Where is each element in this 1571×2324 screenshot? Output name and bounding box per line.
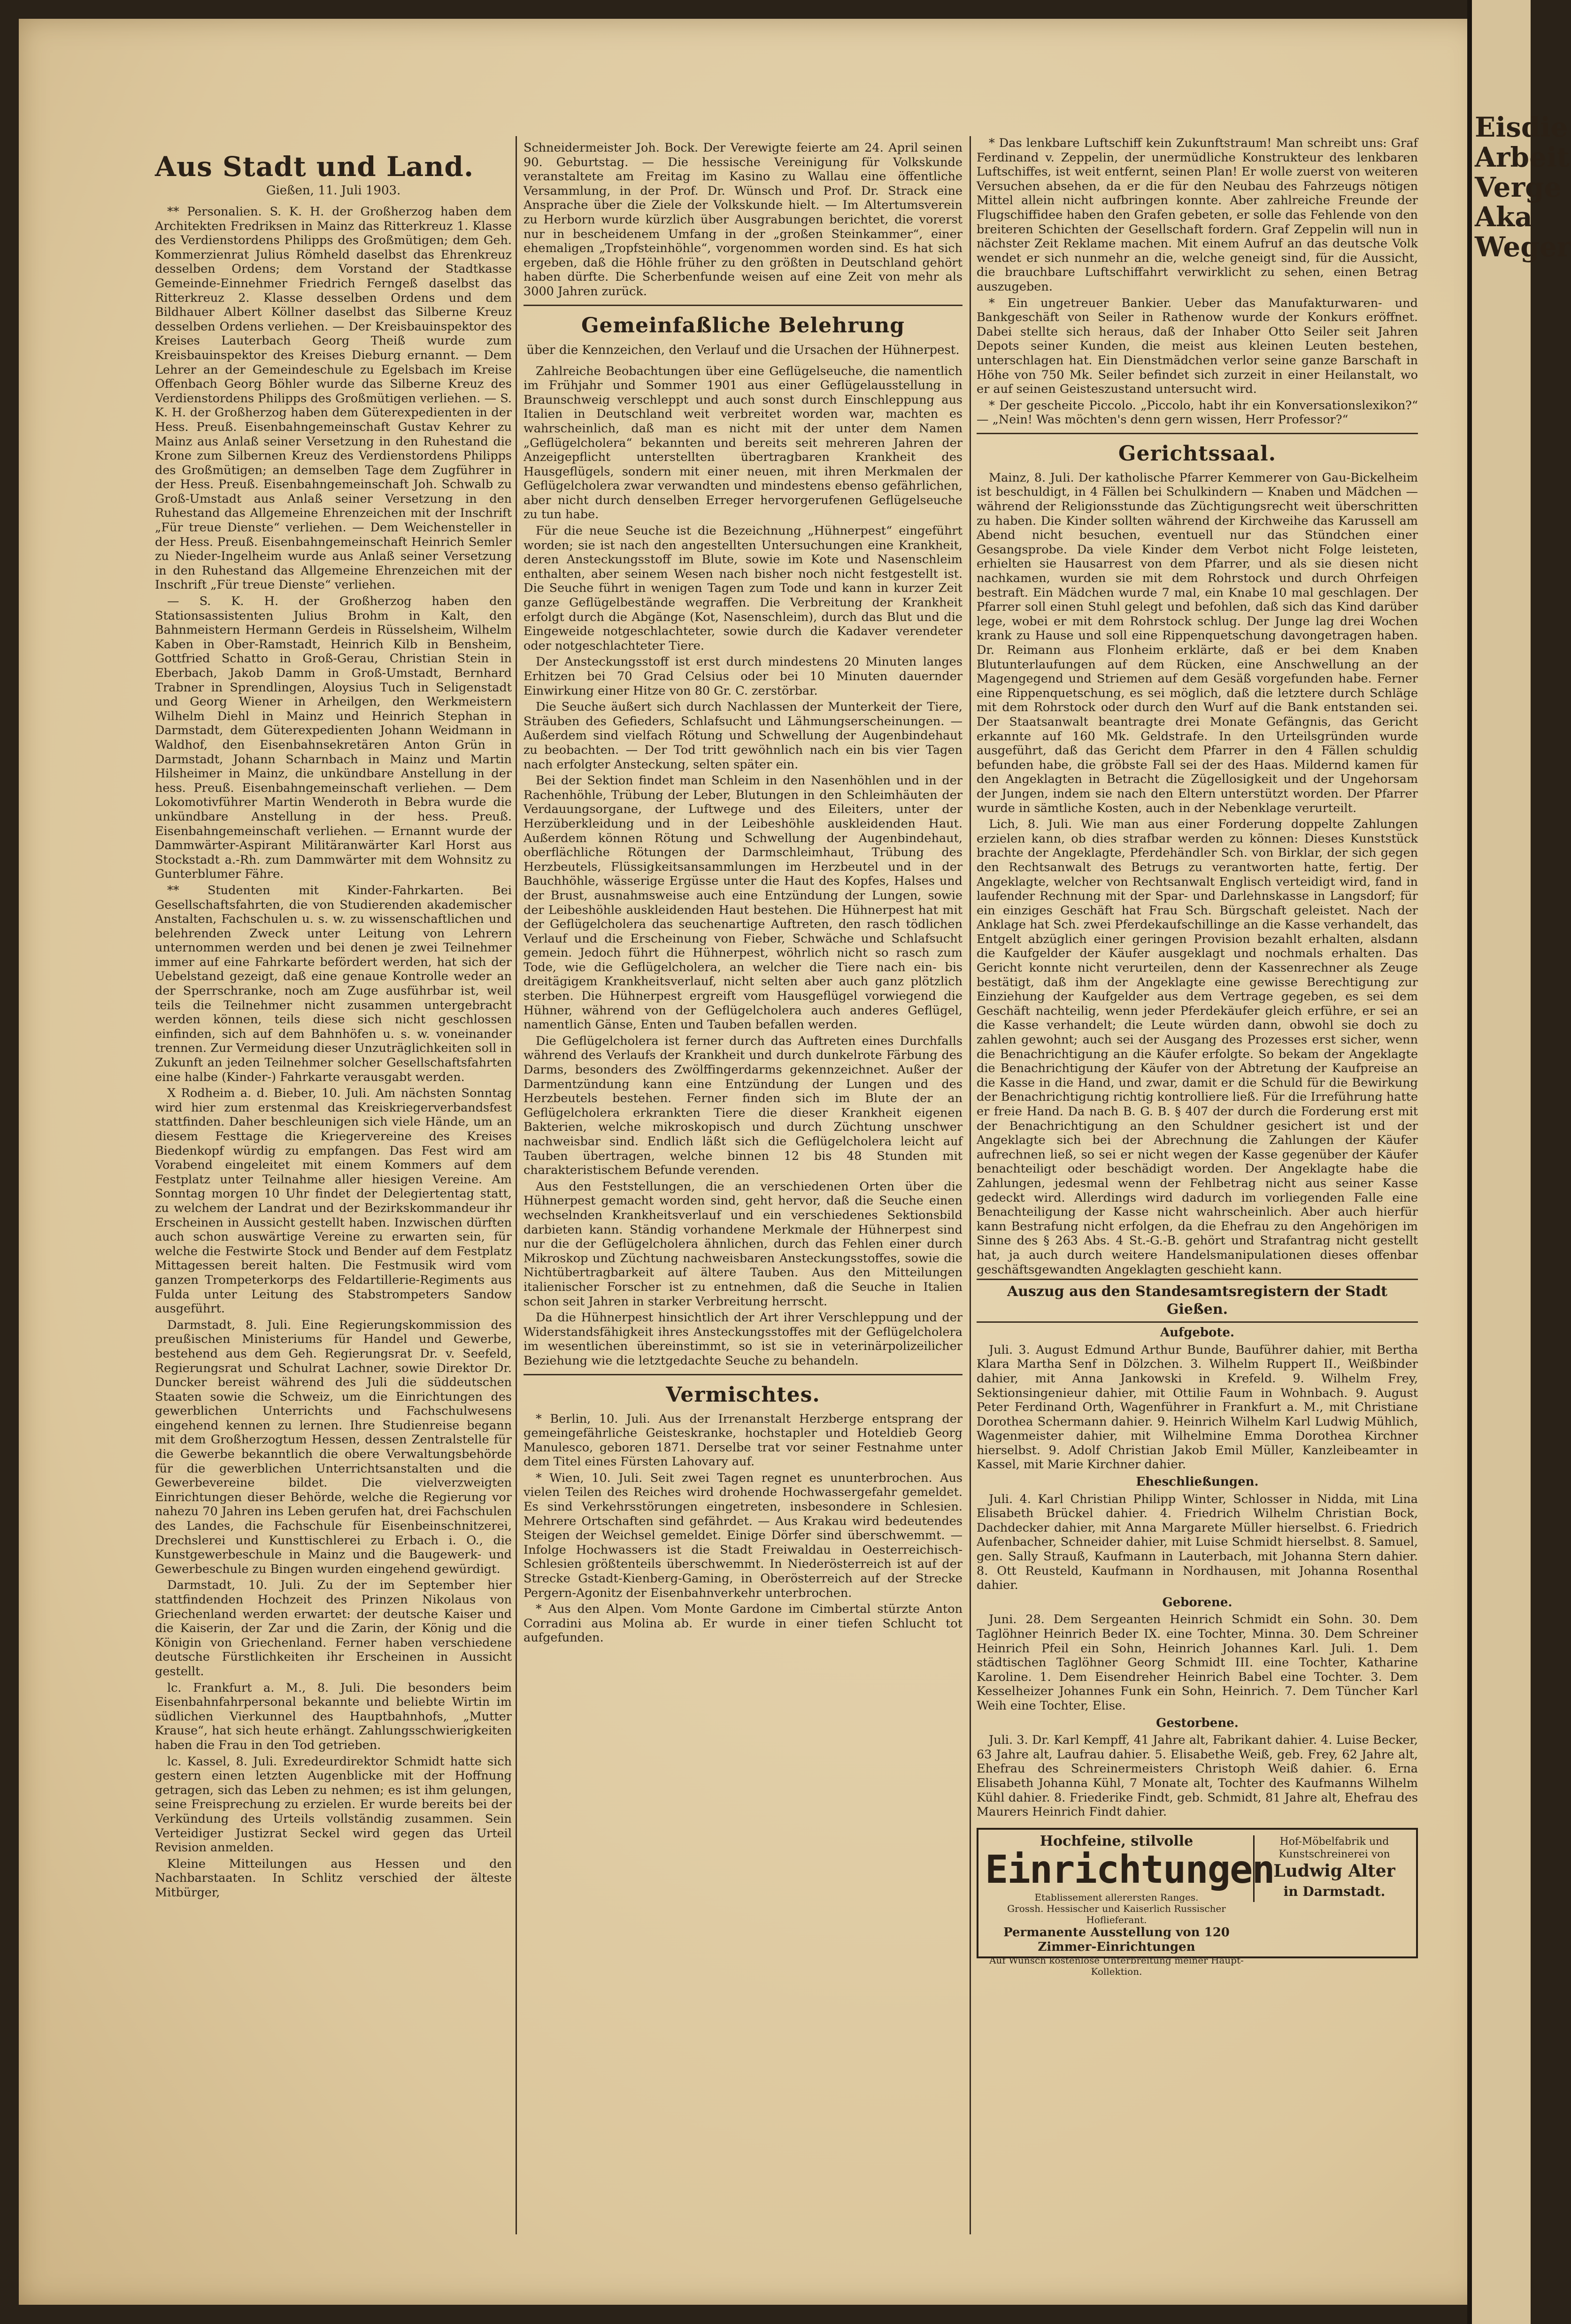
article-paragraph: Aus den Feststellungen, die an verschiedenen Orten über die Hühnerpest gemacht worden sind, geht hervor, daß die Seuche einen wechselnden Krankheitsverlauf und ein verschiedenes Sektionsbild darbieten kann. Ständig vorhandene Merkmale der Hühnerpest sind nur die der Geflügelcholera ähnlichen, durch das Fehlen einer durch Mikroskop und Züchtung nachweisbaren Ansteckungsstoffes, sowie die Nichtübertragbarkeit auf ältere Tauben. Aus den Mitteilungen italienischer Forscher ist zu entnehmen, daß die Seuche in Italien schon seit Jahren in starker Verbreitung herrscht. <box>524 1179 963 1309</box>
article-paragraph: — S. K. H. der Großherzog haben den Stationsassistenten Julius Brohm in Kalt, den Bahnmeistern Hermann Gerdeis in Rüsselsheim, Wilhelm Kaben in Ober-Ramstadt, Heinrich Kilb in Bensheim, Gottfried Schatto in Groß-Gerau, Christian Stein in Eberbach, Jakob Damm in Groß-Umstadt, Bernhard Trabner in Sprendlingen, Aloysius Tuch in Seligenstadt und Georg Wiener in Arheilgen, den Werkmeistern Wilhelm Diehl in Mainz und Heinrich Stephan in Darmstadt, dem Güterexpedienten Johann Weidmann in Waldhof, den Eisenbahnsekretären Anton Grün in Darmstadt, Johann Scharnbach in Mainz und Martin Hilsheimer in Mainz, die unkündbare Anstellung in der hess. Preuß. Eisenbahngemeinschaft verliehen. — Dem Lokomotivführer Martin Wenderoth in Bebra wurde die unkündbare Anstellung in der hess. Preuß. Eisenbahngemeinschaft verliehen. — Ernannt wurde der Dammwärter-Aspirant Militäranwärter Karl Horst aus Stockstadt a.-Rh. zum Dammwärter mit dem Wohnsitz zu Gunterblumer Fähre. <box>155 594 512 882</box>
column-divider <box>516 136 517 2234</box>
adjacent-page-edge <box>1467 0 1571 2324</box>
ad-line: Kunstschreinerei von <box>1278 1848 1390 1860</box>
advertisement-einrichtungen <box>977 1828 1418 1977</box>
ad-line: Hof-Möbelfabrik und <box>1279 1835 1389 1848</box>
article-paragraph: Darmstadt, 8. Juli. Eine Regierungskommission des preußischen Ministeriums für Handel und Gewerbe, bestehend aus dem Geh. Regierungsrat Dr. v. Seefeld, Regierungsrat und Schulrat Lachner, sowie Direktor Dr. Duncker bereist während des Juli die süddeutschen Staaten sowie die Schweiz, um die Einrichtungen des gewerblichen Unterrichts und Fachschulwesens eingehend kennen zu lernen. Ihre Studienreise begann mit dem Großherzogtum Hessen, dessen Zentralstelle für die Gewerbe bekanntlich die obere Verwaltungsbehörde für die gewerblichen Unterrichtsanstalten und die Gewerbevereine bildet. Die vielverzweigten Einrichtungen dieser Behörde, welche die Regierung vor nahezu 70 Jahren ins Leben gerufen hat, drei Fachschulen des Landes, die Fachschule für Eisenbeinschnitzerei, Drechslerei und Kunsttischlerei zu Erbach i. O., die Kunstgewerbeschule in Mainz und die Baugewerk- und Gewerbeschule zu Bingen wurden eingehend gewürdigt. <box>155 1318 512 1576</box>
ad-line: Etablissement allerersten Ranges. <box>1034 1892 1199 1903</box>
ad-line: Hochfeine, stilvolle <box>1040 1833 1194 1849</box>
adjacent-page-text: Eisdie Arbeit Verge Aka Weger <box>1475 111 1571 263</box>
section-title-belehrung: Gemeinfaßliche Belehrung <box>581 313 905 337</box>
article-paragraph: Für die neue Seuche ist die Bezeichnung „Hühnerpest“ eingeführt worden; sie ist nach den angestellten Untersuchungen eine Krankheit, deren Ansteckungsstoff im Blute, sowie im Kote und Nasenschleim enthalten, aber seinem Wesen nach bisher noch nicht festgestellt ist. Die Seuche führt in wenigen Tagen zum Tode und kann in kurzer Zeit ganze Geflügelbestände wegraffen. Die Verbreitung der Krankheit erfolgt durch die Abgänge (Kot, Nasenschleim), durch das Blut und die Eingeweide notgeschlachteter, sowie durch die Kadaver verendeter oder notgeschlachteter Tiere. <box>524 524 963 653</box>
article-paragraph: Schneidermeister Joh. Bock. Der Verewigte feierte am 24. April seinen 90. Geburtstag. — Die hessische Vereinigung für Volkskunde veranstaltete am Freitag im Kasino zu Wallau eine öffentliche Versammlung, in der Prof. Dr. Wünsch und Prof. Dr. Strack eine Ansprache über die Ziele der Volkskunde hielt. — Im Altertumsverein zu Herborn wurde kürzlich über Ausgrabungen berichtet, die vorerst nur in bescheidenem Umfang in der „großen Steinkammer“, einer ehemaligen „Tropfsteinhöhle“, vorgenommen worden sind. Es hat sich ergeben, daß die Höhle früher zu den größten in Deutschland gehört haben dürfte. Die Scherbenfunde weisen auf eine Zeit von mehr als 3000 Jahren zurück. <box>524 141 963 299</box>
article-paragraph: Zahlreiche Beobachtungen über eine Geflügelseuche, die namentlich im Frühjahr und Sommer 1901 aus einer Geflügelausstellung in Braunschweig verschleppt und auch sonst durch Einschleppung aus Italien in Deutschland weit verbreitet worden war, machten es wahrscheinlich, daß man es nicht mit der unter dem Namen „Geflügelcholera“ bekannten und bereits seit mehreren Jahren der Anzeigepflicht unterstellten übertragbaren Krankheit des Hausgeflügels, sondern mit einer neuen, mit ihren Merkmalen der Geflügelcholera zwar verwandten und mindestens ebenso gefährlichen, aber nicht durch denselben Erreger hervorgerufenen Geflügelseuche zu tun habe. <box>524 364 963 522</box>
ad-city: in Darmstadt. <box>1283 1883 1386 1899</box>
article-paragraph: Die Seuche äußert sich durch Nachlassen der Munterkeit der Tiere, Sträuben des Gefieders, Schlafsucht und Lähmungserscheinungen. — Außerdem sind vielfach Rötung und Schwellung der Augenbindehaut zu beobachten. — Der Tod tritt gewöhnlich nach ein bis vier Tagen nach erfolgter Ansteckung, selten später ein. <box>524 700 963 772</box>
article-paragraph: * Das lenkbare Luftschiff kein Zukunftstraum! Man schreibt uns: Graf Ferdinand v. Zeppelin, der unermüdliche Konstrukteur des lenkbaren Luftschiffes, ist weit entfernt, seinen Plan! Er wolle zuerst von weiteren Versuchen absehen, da er die für den Neubau des Fahrzeugs nötigen Mittel allein nicht aufbringen konnte. Aber zahlreiche Freunde der Flugschiffidee haben den Grafen gebeten, er solle das Fehlende von den breiteren Schichten der Gesellschaft fordern. Graf Zeppelin will nun in nächster Zeit Reklame machen. Mit einem Aufruf an das deutsche Volk wendet er sich nunmehr an die, welche geneigt sind, für die Aussicht, die brauchbare Luftschiffahrt verwirklicht zu sehen, einen Betrag auszugeben. <box>977 136 1418 294</box>
section-rule <box>524 1374 963 1375</box>
register-entries: Juni. 28. Dem Sergeanten Heinrich Schmidt ein Sohn. 30. Dem Taglöhner Heinrich Beder IX. eine Tochter, Minna. 30. Dem Schreiner Heinrich Pfeil ein Sohn, Heinrich Johannes Karl. Juli. 1. Dem städtischen Taglöhner Georg Schmidt III. eine Tochter, Katharine Karoline. 1. Dem Eisendreher Heinrich Babel eine Tochter. 3. Dem Kesselheizer Johannes Funk ein Sohn, Heinrich. 7. Dem Tüncher Karl Weih eine Tochter, Elise. <box>977 1612 1418 1713</box>
article-paragraph: ** Studenten mit Kinder-Fahrkarten. Bei Gesellschaftsfahrten, die von Studierenden akademischer Anstalten, Fachschulen u. s. w. zu wissenschaftlichen und belehrenden Zweck unter Leitung von Lehrern unternommen werden und bei denen je zwei Teilnehmer immer auf eine Fahrkarte befördert werden, hat sich der Uebelstand gezeigt, daß eine genaue Kontrolle weder an der Sperrschranke, noch am Zuge ausführbar ist, weil teils die Teilnehmer nicht zusammen untergebracht werden können, teils diese sich nicht geschlossen einfinden, sich auf dem Bahnhöfen u. s. w. voneinander trennen. Zur Vermeidung dieser Unzuträglichkeiten soll in Zukunft an jeden Teilnehmer solcher Gesellschaftsfahrten eine halbe (Kinder-) Fahrkarte verausgabt werden. <box>155 883 512 1084</box>
ad-sidebox <box>1253 1835 1409 1902</box>
section-rule <box>524 305 963 306</box>
article-paragraph: Darmstadt, 10. Juli. Zu der im September hier stattfindenden Hochzeit des Prinzen Nikolaus von Griechenland werden erwartet: der deutsche Kaiser und die Kaiserin, der Zar und die Zarin, der König und die Königin von Griechenland. Ferner haben verschiedene deutsche Fürstlichkeiten ihr Erscheinen in Aussicht gestellt. <box>155 1578 512 1679</box>
article-paragraph: * Berlin, 10. Juli. Aus der Irrenanstalt Herzberge entsprang der gemeingefährliche Geisteskranke, hochstapler und Hoteldieb Georg Manulesco, geboren 1871. Derselbe trat vor seiner Festnahme unter dem Titel eines Fürsten Lahovary auf. <box>524 1411 963 1469</box>
section-title-vermischtes: Vermischtes. <box>666 1382 820 1407</box>
subhead-gestorbene: Gestorbene. <box>1156 1716 1239 1730</box>
column-1 <box>155 150 512 2253</box>
article-paragraph: * Wien, 10. Juli. Seit zwei Tagen regnet es ununterbrochen. Aus vielen Teilen des Reiches wird drohende Hochwassergefahr gemeldet. Es sind Verkehrsstörungen eingetreten, insbesondere in Schlesien. Mehrere Ortschaften sind gefährdet. — Aus Krakau wird bedeutendes Steigen der Weichsel gemeldet. Einige Dörfer sind überschwemmt. — Infolge Hochwassers ist die Stadt Freiwaldau in Oesterreichisch-Schlesien größtenteils überschwemmt. In Niederösterreich ist auf der Strecke Gstadt-Kienberg-Gaming, in Oberösterreich auf der Strecke Pergern-Agonitz der Eisenbahnverkehr unterbrochen. <box>524 1471 963 1600</box>
article-paragraph: Da die Hühnerpest hinsichtlich der Art ihrer Verschleppung und der Widerstandsfähigkeit ihres Ansteckungsstoffes mit der Geflügelcholera im wesentlichen übereinstimmt, so ist sie in veterinärpolizeilicher Beziehung wie die letztgedachte Seuche zu behandeln. <box>524 1311 963 1368</box>
dateline: Gießen, 11. Juli 1903. <box>266 184 401 198</box>
article-paragraph: * Ein ungetreuer Bankier. Ueber das Manufakturwaren- und Bankgeschäft von Seiler in Rathenow wurde der Konkurs eröffnet. Dabei stellte sich heraus, daß der Inhaber Otto Seiler seit Jahren Depots seiner Kunden, die meist aus kleinen Leuten bestehen, unterschlagen hat. Ein Dienstmädchen verlor seine ganze Barschaft in Höhe von 750 Mk. Seiler befindet sich zurzeit in einer Heilanstalt, wo er auf seinen Geisteszustand untersucht wird. <box>977 296 1418 397</box>
article-paragraph: Die Geflügelcholera ist ferner durch das Auftreten eines Durchfalls während des Verlaufs der Krankheit und durch dunkelrote Färbung des Darms, besonders des Zwölffingerdarms gekennzeichnet. Außer der Darmentzündung kann eine Entzündung der Lungen und des Herzbeutels bestehen. Ferner finden sich im Blute der an Geflügelcholera erkrankten Tiere die dieser Krankheit eigenen Bakterien, welche mikroskopisch und durch Züchtung unschwer nachweisbar sind. Endlich läßt sich die Geflügelcholera leicht auf Tauben übertragen, welche binnen 12 bis 48 Stunden mit charakteristischem Befunde verenden. <box>524 1034 963 1178</box>
section-title-stadt-und-land: Aus Stadt und Land. <box>155 151 474 183</box>
article-paragraph: Lich, 8. Juli. Wie man aus einer Forderung doppelte Zahlungen erzielen kann, ob dies strafbar werden zu können: Dieses Kunststück brachte der Angeklagte, Pferdehändler Sch. von Birklar, der sich gegen den Rechtsanwalt des Betrugs zu verantworten hatte, fertig. Der Angeklagte, welcher von Rechtsanwalt Englisch verteidigt wird, fand in laufender Rechnung mit der Spar- und Darlehnskasse in Langsdorf; für ein einziges Geschäft hat Frau Sch. Bürgschaft geleistet. Nach der Anklage hat Sch. zwei Pferdekaufschillinge an die Kasse verhandelt, das Entgelt abzüglich einer geringen Provision bezahlt erhalten, alsdann die Kaufgelder der Käufer ausgeklagt und nochmals erhalten. Das Gericht konnte nicht verurteilen, denn der Kassenrechner als Zeuge bestätigt, daß ihm der Angeklagte eine gewisse Berechtigung zur Einziehung der Kaufgelder aus dem Vertrage gegeben, es sei dem Geschäft nachteilig, wenn jeder Pferdekäufer gleich erführe, er sei an die Kasse verhandelt; die Leute würden dann, obwohl sie doch zu zahlen gewohnt; auch sei der Ausgang des Prozesses erst sicher, wenn die Benachrichtigung an die Käufer erfolgte. So bekam der Angeklagte die Benachrichtigung der Käufer von der Abtretung der Kaufpreise an die Kasse in die Hand, und zwar, damit er die Schuld für die Bewirkung der Benachrichtigung richtig kontrolliere ließ. Für die Irreführung hatte er freie Hand. Da nach B. G. B. § 407 der durch die Forderung erst mit der Benachrichtigung an den Schuldner gesichert ist und der Angeklagte sich bei der Abrechnung die Zahlungen der Käufer aufrechnen ließ, so sei er nicht wegen der Kasse gegenüber der Käufer benachteiligt oder beschädigt worden. Der Angeklagte habe die Zahlungen, jedesmal wenn der Fehlbetrag nicht aus seiner Kasse gedeckt wird. Allerdings wird dadurch im vorliegenden Falle eine Benachteiligung der Kasse nicht wahrscheinlich. Aber auch hierfür kann Bestrafung nicht erfolgen, da die Ehefrau zu den Angehörigen im Sinne des § 263 Abs. 4 St.-G.-B. gehört und Strafantrag nicht gestellt hat, ja auch durch weitere Handelsmanipulationen dieses offenbar geschäftsgewandten Angeklagten geschieht kann. <box>977 817 1418 1277</box>
section-title-gerichtssaal: Gerichtssaal. <box>1118 441 1277 466</box>
article-paragraph: Mainz, 8. Juli. Der katholische Pfarrer Kemmerer von Gau-Bickelheim ist beschuldigt, in 4 Fällen bei Schulkindern — Knaben und Mädchen — während der Religionsstunde das Züchtigungsrecht weit überschritten zu haben. Die Kinder sollten während der Kirchweihe das Karussell am Abend nicht besuchen, eventuell nur das Stündchen einer Gesangsprobe. Da viele Kinder dem Verbot nicht Folge leisteten, erhielten sie Hausarrest von dem Pfarrer, und als sie diesen nicht nachkamen, wurden sie mit dem Rohrstock und durch Ohrfeigen bestraft. Ein Mädchen wurde 7 mal, ein Knabe 10 mal geschlagen. Der Pfarrer soll einen Stuhl gelegt und befohlen, daß sich das Kind darüber lege, wobei er mit dem Rohrstock schlug. Der Junge lag drei Wochen krank zu Hause und soll eine Rippenquetschung davongetragen haben. Dr. Reimann aus Flonheim erklärte, daß er bei dem Knaben Blutunterlaufungen auf dem Rücken, eine Anschwellung an der Magengegend und Striemen auf dem Gesäß vorgefunden habe. Ferner eine Rippenquetschung, es sei möglich, daß die letztere durch Schläge mit dem Rohrstock oder durch den Wurf auf die Bank entstanden sei. Der Staatsanwalt beantragte drei Monate Gefängnis, das Gericht erkannte auf 160 Mk. Geldstrafe. In den Urteilsgründen wurde ausgeführt, daß das Gericht dem Pfarrer in den 4 Fällen schuldig befunden habe, die gröbste Fall sei der des Haas. Mildernd kamen für den Angeklagten in Betracht die Zügellosigkeit und der Ungehorsam der Jungen, indem sie nach den Eltern unterstützt worden. Der Pfarrer wurde in sämtliche Kosten, auch in der Nebenklage verurteilt. <box>977 470 1418 815</box>
register-entries: Juli. 3. Dr. Karl Kempff, 41 Jahre alt, Fabrikant dahier. 4. Luise Becker, 63 Jahre alt, Laufrau dahier. 5. Elisabethe Weiß, geb. Frey, 62 Jahre alt, Ehefrau des Schreinermeisters Christoph Weiß dahier. 6. Erna Elisabeth Johanna Kühl, 7 Monate alt, Tochter des Kaufmanns Wilhelm Kühl dahier. 8. Friederike Findt, geb. Schmidt, 81 Jahre alt, Ehefrau des Maurers Heinrich Findt dahier. <box>977 1733 1418 1819</box>
ad-line: Grossh. Hessischer und Kaiserlich Russischer Hoflieferant. <box>1007 1903 1226 1926</box>
register-entries: Juli. 4. Karl Christian Philipp Winter, Schlosser in Nidda, mit Lina Elisabeth Brückel dahier. 4. Friedrich Wilhelm Christian Bock, Dachdecker dahier, mit Anna Margarete Müller hierselbst. 6. Friedrich Aufenbacher, Schneider dahier, mit Luise Schmidt hierselbst. 8. Samuel, gen. Sally Strauß, Kaufmann in Lauterbach, mit Johanna Stern dahier. 8. Ott Reusteld, Kaufmann in Nordhausen, mit Johanna Rosenthal dahier. <box>977 1492 1418 1593</box>
article-paragraph: ** Personalien. S. K. H. der Großherzog haben dem Architekten Fredriksen in Mainz das Ritterkreuz 1. Klasse des Verdienstordens Philipps des Großmütigen; dem Geh. Kommerzienrat Julius Römheld daselbst das Ehrenkreuz desselben Ordens; dem Vorstand der Stadtkasse Gemeinde-Einnehmer Friedrich Ferngeß daselbst das Ritterkreuz 2. Klasse desselben Ordens und dem Bildhauer Albert Köllner daselbst das Silberne Kreuz desselben Ordens verliehen. — Der Kreisbauinspektor des Kreises Lauterbach Georg Theiß wurde zum Kreisbauinspektor des Kreises Dieburg ernannt. — Dem Lehrer an der Gemeindeschule zu Egelsbach im Kreise Offenbach Georg Böhler wurde das Silberne Kreuz des Verdienstordens Philipps des Großmütigen verliehen. — S. K. H. der Großherzog haben dem Güterexpedienten in der Hess. Preuß. Eisenbahngemeinschaft Gustav Kehrer zu Mainz aus Anlaß seiner Versetzung in den Ruhestand die Krone zum Silbernen Kreuz des Verdienstordens Philipps des Großmütigen; an demselben Tage dem Zugführer in der Hess. Preuß. Eisenbahngemeinschaft Joh. Schwalb zu Groß-Umstadt aus Anlaß seiner Versetzung in den Ruhestand das Allgemeine Ehrenzeichen mit der Inschrift „Für treue Dienste“ verliehen. — Dem Weichensteller in der Hess. Preuß. Eisenbahngemeinschaft Heinrich Semler zu Nieder-Ingelheim wurde aus Anlaß seiner Versetzung in den Ruhestand das Allgemeine Ehrenzeichen mit der Inschrift „Für treue Dienste“ verliehen. <box>155 205 512 592</box>
article-paragraph: lc. Frankfurt a. M., 8. Juli. Die besonders beim Eisenbahnfahrpersonal bekannte und beliebte Wirtin im südlichen Vierkunnel des Hauptbahnhofs, „Mutter Krause“, hat sich heute erhängt. Zahlungsschwierigkeiten haben die Frau in den Tod getrieben. <box>155 1680 512 1752</box>
article-paragraph: * Aus den Alpen. Vom Monte Gardone im Cimbertal stürzte Anton Corradini aus Molina ab. Er wurde in einer tiefen Schlucht tot aufgefunden. <box>524 1602 963 1645</box>
newspaper-page <box>19 19 1481 2305</box>
register-entries: Juli. 3. August Edmund Arthur Bunde, Bauführer dahier, mit Bertha Klara Martha Senf in Dölzchen. 3. Wilhelm Ruppert II., Weißbinder dahier, mit Anna Jankowski in Krefeld. 9. Wilhelm Frey, Sektionsingenieur dahier, mit Ottilie Faum in Wohnbach. 9. August Peter Ferdinand Orth, Wagenführer in Frankfurt a. M., mit Christiane Dorothea Schermann dahier. 9. Heinrich Wilhelm Karl Ludwig Mühlich, Wagenmeister dahier, mit Wilhelmine Emma Dorothea Kirchner hierselbst. 9. Adolf Christian Jakob Emil Müller, Kanzleibeamter in Kassel, mit Marie Kirchner dahier. <box>977 1342 1418 1472</box>
column-3 <box>977 136 1418 2253</box>
article-paragraph: Der Ansteckungsstoff ist erst durch mindestens 20 Minuten langes Erhitzen bei 70 Grad Celsius oder bei 10 Minuten dauernder Einwirkung einer Hitze von 80 Gr. C. zerstörbar. <box>524 655 963 698</box>
article-paragraph: lc. Kassel, 8. Juli. Exredeurdirektor Schmidt hatte sich gestern einen letzten Augenblicke mit der Hoffnung getragen, sich das Leben zu nehmen; es ist ihm gelungen, seine Freisprechung zu erzielen. Er wurde bereits bei der Verkündung des Urteils vollständig zusammen. Sein Verteidiger Justizrat Seckel wird gegen das Urteil Revision anmelden. <box>155 1754 512 1855</box>
article-paragraph: Bei der Sektion findet man Schleim in den Nasenhöhlen und in der Rachenhöhle, Trübung der Leber, Blutungen in den Schleimhäuten der Verdauungsorgane, der Luftwege und des Eileiters, unter der Herzüberkleidung und in der Leibeshöhle auskleidenden Haut. Außerdem können Rötung und Schwellung der Augenbindehaut, oberflächliche Rötungen der Darmschleimhaut, Trübung des Herzbeutels, Flüssigkeitsansammlungen im Herzbeutel und in der Bauchhöhle, wässerige Ergüsse unter die Haut des Kopfes, Halses und der Brust, ausnahmsweise auch eine Entzündung der Lungen, sowie der Leibeshöhle auskleidenden Haut bestehen. Die Hühnerpest hat mit der Geflügelcholera das seuchenartige Auftreten, den rasch tödlichen Verlauf und die Erscheinung von Fieber, Schwäche und Schlafsucht gemein. Jedoch führt die Hühnerpest, wöhrlich nicht so rasch zum Tode, wie die Geflügelcholera, an welcher die Tiere nach ein- bis dreitägigem Krankheitsverlauf, nicht selten aber auch ganz plötzlich sterben. Die Hühnerpest ergreift vom Hausgeflügel vorwiegend die Hühner, während von der Geflügelcholera auch anderes Geflügel, namentlich Gänse, Enten und Tauben befallen werden. <box>524 774 963 1032</box>
ad-company-name: Ludwig Alter <box>1273 1861 1395 1881</box>
ad-headline: Einrichtungen <box>985 1848 1274 1893</box>
section-title-standesamt: Auszug aus den Standesamtsregistern der Stadt Gießen. <box>977 1279 1418 1323</box>
article-paragraph: X Rodheim a. d. Bieber, 10. Juli. Am nächsten Sonntag wird hier zum erstenmal das Kreiskriegerverbandsfest stattfinden. Daher beschleunigen sich viele Hände, um an diesem Festtage die Kriegervereine des Kreises Biedenkopf würdig zu empfangen. Das Fest wird am Vorabend eingeleitet mit einem Kommers auf dem Festplatz unter Teilnahme aller hiesigen Vereine. Am Sonntag morgen 10 Uhr findet der Delegiertentag statt, zu welchem der Landrat und der Bezirkskommandeur ihr Erscheinen in Aussicht gestellt haben. Inzwischen dürften auch schon auswärtige Vereine zu erwarten sein, für welche die Festwirte Stock und Bender auf dem Festplatz Mittagessen bereit halten. Die Festmusik wird vom ganzen Trompeterkorps des Feldartillerie-Regiments aus Fulda unter Leitung des Stabstrompeters Sandow ausgeführt. <box>155 1086 512 1316</box>
subhead-aufgebote: Aufgebote. <box>1160 1326 1235 1340</box>
column-2 <box>524 141 963 2253</box>
subhead-eheschliessungen: Eheschließungen. <box>1136 1475 1259 1489</box>
ad-line: Auf Wunsch kostenlose Unterbreitung meiner Haupt-Kollektion. <box>989 1954 1244 1977</box>
section-rule <box>977 433 1418 434</box>
article-paragraph: * Der gescheite Piccolo. „Piccolo, habt ihr ein Konversationslexikon?“ — „Nein! Was möchten's denn gern wissen, Herr Professor?“ <box>977 398 1418 427</box>
subhead-geborene: Geborene. <box>1162 1595 1232 1610</box>
article-paragraph: Kleine Mitteilungen aus Hessen und den Nachbarstaaten. In Schlitz verschied der älteste Mitbürger, <box>155 1856 512 1900</box>
column-divider <box>970 136 971 2234</box>
section-subtitle: über die Kennzeichen, den Verlauf und die Ursachen der Hühnerpest. <box>526 343 960 357</box>
ad-line: Permanente Ausstellung von 120 Zimmer-Einrichtungen <box>1003 1925 1230 1954</box>
